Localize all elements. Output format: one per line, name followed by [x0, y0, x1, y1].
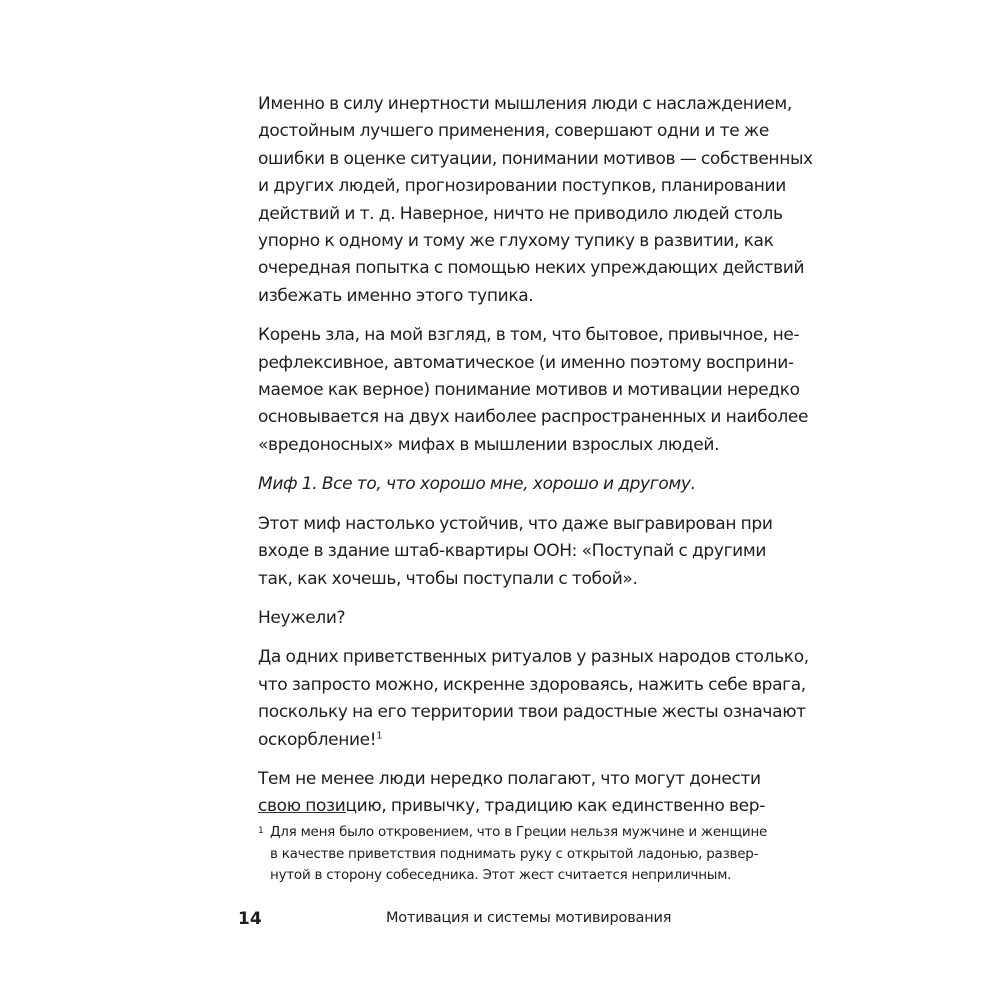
running-title: Мотивация и системы мотивирования — [386, 910, 672, 926]
paragraph-gap — [258, 459, 750, 471]
text-line: очередная попытка с помощью неких упреждающих действий — [258, 258, 805, 279]
page-number: 14 — [238, 909, 262, 929]
footnote-line: нутой в сторону собеседника. Этот жест считается неприличным. — [270, 867, 732, 883]
paragraph-gap — [258, 310, 750, 322]
text-line: так, как хочешь, чтобы поступали с тобой». — [258, 568, 638, 589]
footnote — [258, 822, 768, 887]
text-line: Корень зла, на мой взгляд, в том, что бытовое, привычное, не- — [258, 325, 800, 346]
text-line: упорно к одному и тому же глухому тупику в развитии, как — [258, 231, 774, 252]
paragraph — [258, 511, 773, 593]
footnote-line: в качестве приветствия поднимать руку с открытой ладонью, развер- — [270, 845, 759, 862]
text-line: действий и т. д. Наверное, ничто не приводило людей столь — [258, 203, 783, 224]
text-line: Тем не менее люди нередко полагают, что могут донести — [258, 768, 761, 789]
text-line: Неужели? — [258, 607, 346, 628]
text-line: ошибки в оценке ситуации, понимании мотивов — собственных — [258, 148, 813, 169]
myth-heading — [258, 471, 750, 498]
text-line: основывается на двух наиболее распространенных и наиболее — [258, 407, 809, 428]
text-line: поскольку на его территории твои радостные жесты означают — [258, 702, 806, 723]
text-line: что запросто можно, искренне здороваясь, нажить себе врага, — [258, 674, 806, 695]
paragraph — [258, 91, 813, 310]
text-line: Этот миф настолько устойчив, что даже выгравирован при — [258, 513, 773, 534]
text-line: «вредоносных» мифах в мышлении взрослых людей. — [258, 434, 720, 455]
main-text — [258, 91, 813, 821]
text-line: Именно в силу инертности мышления люди с наслаждением, — [258, 94, 792, 114]
text-line: маемое как верное) понимание мотивов и мотивации нередко — [258, 380, 800, 401]
text-line: свою позицию, привычку, традицию как единственно вер- — [258, 796, 765, 817]
paragraph — [258, 322, 809, 459]
text-line: рефлексивное, автоматическое (и именно поэтому восприни- — [258, 352, 794, 373]
text-line: Да одних приветственных ритуалов у разных народов столько, — [258, 647, 809, 668]
footnote-line: Для меня было откровением, что в Греции нельзя мужчине и женщине — [270, 824, 768, 840]
footnote-number: 1 — [258, 826, 264, 836]
paragraph — [258, 644, 809, 754]
paragraph-gap — [258, 499, 750, 511]
paragraph-gap — [258, 754, 750, 766]
text-line: оскорбление! — [258, 729, 377, 750]
footnote-divider — [258, 812, 346, 813]
text-line: избежать именно этого тупика. — [258, 285, 534, 306]
text-line: и других людей, прогнозировании поступков, планировании — [258, 176, 786, 197]
footnote-text — [270, 822, 768, 887]
paragraph-gap — [258, 593, 750, 605]
text-line: Миф 1. Все то, что хорошо мне, хорошо и другому. — [258, 474, 696, 495]
footnote-reference[interactable]: 1 — [376, 729, 383, 741]
text-line: достойным лучшего применения, совершают одни и те же — [258, 121, 769, 142]
paragraph-gap — [258, 632, 750, 644]
paragraph — [258, 605, 750, 632]
text-line: входе в здание штаб-квартиры ООН: «Поступай с другими — [258, 541, 767, 562]
